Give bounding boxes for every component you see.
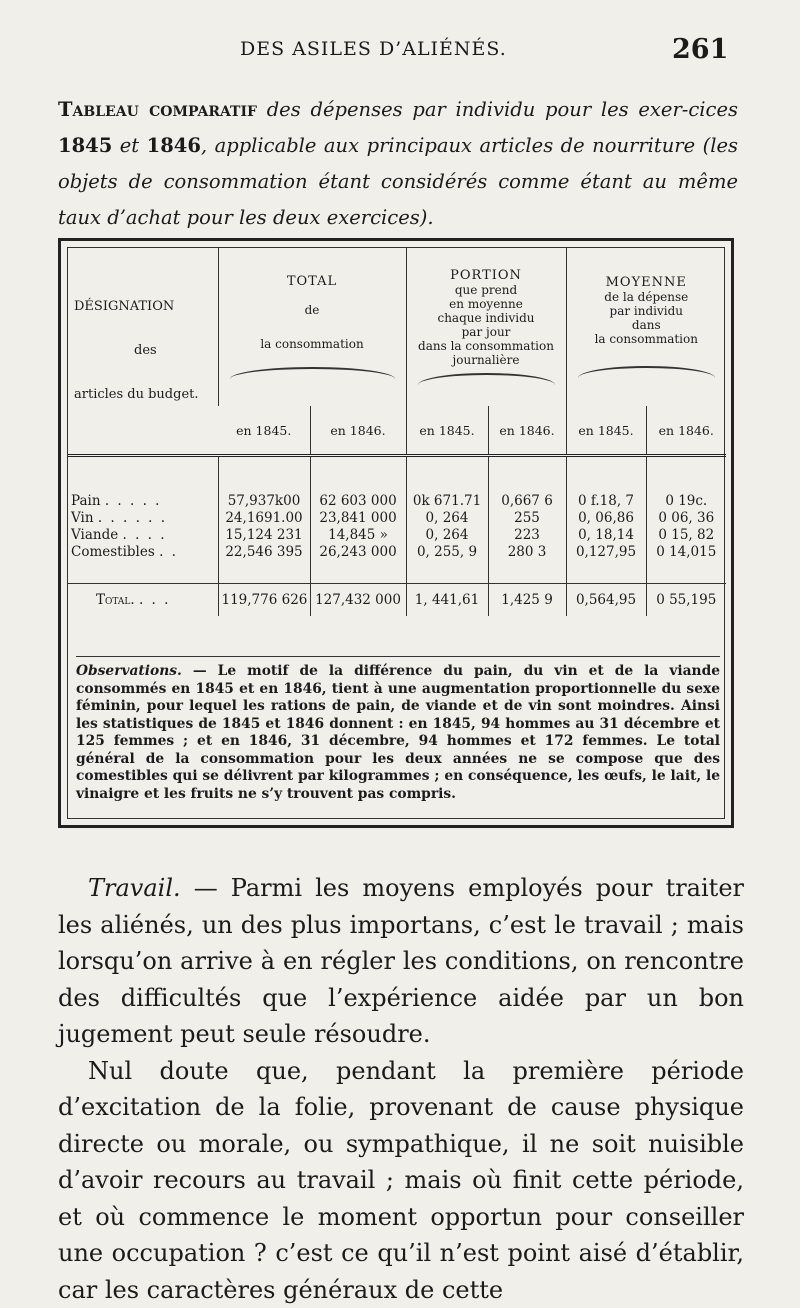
moyenne-line-3: par individu: [570, 304, 724, 318]
designation-line-2: des: [74, 344, 215, 358]
table-cell: 22,546 395: [218, 544, 310, 561]
runin-heading: Travail.: [88, 874, 181, 902]
portion-line-4: chaque individu: [410, 311, 563, 325]
table-cell: 0, 18,14: [566, 527, 646, 544]
table-cell: 0,667 6: [488, 493, 566, 510]
portion-line-2: que prend: [410, 283, 563, 297]
year-col-4: en 1846.: [488, 406, 566, 456]
moyenne-line-5: la consommation: [570, 332, 724, 346]
row-label: Viande . . . .: [68, 527, 218, 544]
running-head: DES ASILES D’ALIÉNÉS.: [240, 38, 507, 60]
total-cell: 127,432 000: [310, 584, 406, 617]
total-cell: 1,425 9: [488, 584, 566, 617]
comparative-table-inner: [67, 247, 725, 819]
total-row: [68, 584, 726, 617]
portion-header: [406, 248, 566, 406]
designation-line-1: DÉSIGNATION: [74, 300, 215, 314]
table-cell: 280 3: [488, 544, 566, 561]
portion-brace: [418, 373, 555, 385]
row-label: Vin . . . . . .: [68, 510, 218, 527]
total-cell: 119,776 626: [218, 584, 310, 617]
total-header-line-2: de: [222, 303, 403, 317]
table-cell: 26,243 000: [310, 544, 406, 561]
caption-and: et: [120, 134, 139, 157]
row-label: Pain . . . . .: [68, 493, 218, 510]
year-col-3: en 1845.: [406, 406, 488, 456]
table-cell: 15,124 231: [218, 527, 310, 544]
table-cell: 0,127,95: [566, 544, 646, 561]
caption-year-2: 1846: [147, 134, 201, 157]
total-cell: 1, 441,61: [406, 584, 488, 617]
table-row: [68, 527, 726, 544]
table-cell: 0, 264: [406, 510, 488, 527]
observations-text: — Le motif de la différence du pain, du vin et de la viande consommés en 1845 et en 1846, tient à une augmentation proportionnelle du sexe féminin, pour lequel les rations de pain, de viande et de vin sont moindres. Ainsi les statistiques de 1845 et 1846 donnent : en 1845, 94 hommes au 31 décembre et 125 femmes ; et en 1846, 31 décembre, 94 hommes et 172 femmes. Le total général de la consommation pour les deux années ne se compose que des comestibles qui se délivrent par kilogrammes ; en conséquence, les œufs, le lait, le vinaigre et les fruits ne s’y trouvent pas compris.: [76, 663, 720, 802]
paragraph-travail: [58, 870, 744, 1053]
table-cell: 57,937k00: [218, 493, 310, 510]
observations-lead: Observations.: [76, 663, 182, 679]
table-cell: 0, 264: [406, 527, 488, 544]
paragraph-2: Nul doute que, pendant la première période d’excitation de la folie, provenant de cause physique directe ou morale, ou sympathique, il ne soit nuisible d’avoir recours au travail ; mais où finit cette période, et où commence le moment opportun pour conseiller une occupation ? c’est ce qu’il n’est point aisé d’établir, car les caractères généraux de cette: [58, 1053, 744, 1308]
total-cell: 0,564,95: [566, 584, 646, 617]
paragraph-1-text: — Parmi les moyens employés pour traiter les aliénés, un des plus importans, c’est le travail ; mais lorsqu’on arrive à en régler les conditions, on rencontre des difficultés que l’expérience aidée par un bon jugement peut seule résoudre.: [58, 874, 744, 1048]
caption-year-1: 1845: [58, 134, 112, 157]
moyenne-brace: [578, 366, 716, 378]
designation-header: [68, 248, 218, 456]
total-header: [218, 248, 406, 406]
caption-text-2: , applicable aux principaux articles de nourriture (les objets de consommation étant considérés comme étant au même taux d’achat pour les deux exercices).: [58, 134, 738, 229]
table-cell: 223: [488, 527, 566, 544]
comparative-table: [68, 248, 726, 616]
row-label: Comestibles . .: [68, 544, 218, 561]
year-col-1: en 1845.: [218, 406, 310, 456]
caption-lead: Tableau comparatif: [58, 98, 257, 121]
moyenne-line-4: dans: [570, 318, 724, 332]
table-row: [68, 544, 726, 561]
total-cell: 0 55,195: [646, 584, 726, 617]
year-col-2: en 1846.: [310, 406, 406, 456]
portion-line-3: en moyenne: [410, 297, 563, 311]
year-col-5: en 1845.: [566, 406, 646, 456]
table-cell: 0 14,015: [646, 544, 726, 561]
table-cell: 0, 06,86: [566, 510, 646, 527]
total-header-line-3: la consommation: [222, 337, 403, 351]
page-number: 261: [672, 34, 728, 65]
year-col-6: en 1846.: [646, 406, 726, 456]
portion-line-1: PORTION: [410, 269, 563, 283]
total-header-line-1: TOTAL: [222, 275, 403, 289]
table-cell: 0 06, 36: [646, 510, 726, 527]
table-row: [68, 493, 726, 510]
total-brace: [230, 367, 395, 379]
table-cell: 24,1691.00: [218, 510, 310, 527]
moyenne-line-1: MOYENNE: [570, 276, 724, 290]
portion-line-7: journalière: [410, 353, 563, 367]
table-cell: 62 603 000: [310, 493, 406, 510]
total-label: Total. . . .: [68, 584, 218, 617]
designation-line-3: articles du budget.: [74, 388, 215, 402]
caption-text-1: des dépenses par individu pour les exer-cices: [267, 98, 738, 121]
table-cell: 0 f.18, 7: [566, 493, 646, 510]
table-cell: 14,845 »: [310, 527, 406, 544]
table-cell: 255: [488, 510, 566, 527]
table-row: [68, 510, 726, 527]
table-cell: 23,841 000: [310, 510, 406, 527]
table-cell: 0k 671.71: [406, 493, 488, 510]
table-cell: 0 19c.: [646, 493, 726, 510]
body-text: [58, 870, 744, 1308]
moyenne-line-2: de la dépense: [570, 290, 724, 304]
comparative-table-frame: [58, 238, 734, 828]
portion-line-6: dans la consommation: [410, 339, 563, 353]
observations-note: [76, 656, 720, 803]
moyenne-header: [566, 248, 726, 406]
portion-line-5: par jour: [410, 325, 563, 339]
table-caption: [58, 92, 738, 236]
table-cell: 0 15, 82: [646, 527, 726, 544]
table-cell: 0, 255, 9: [406, 544, 488, 561]
